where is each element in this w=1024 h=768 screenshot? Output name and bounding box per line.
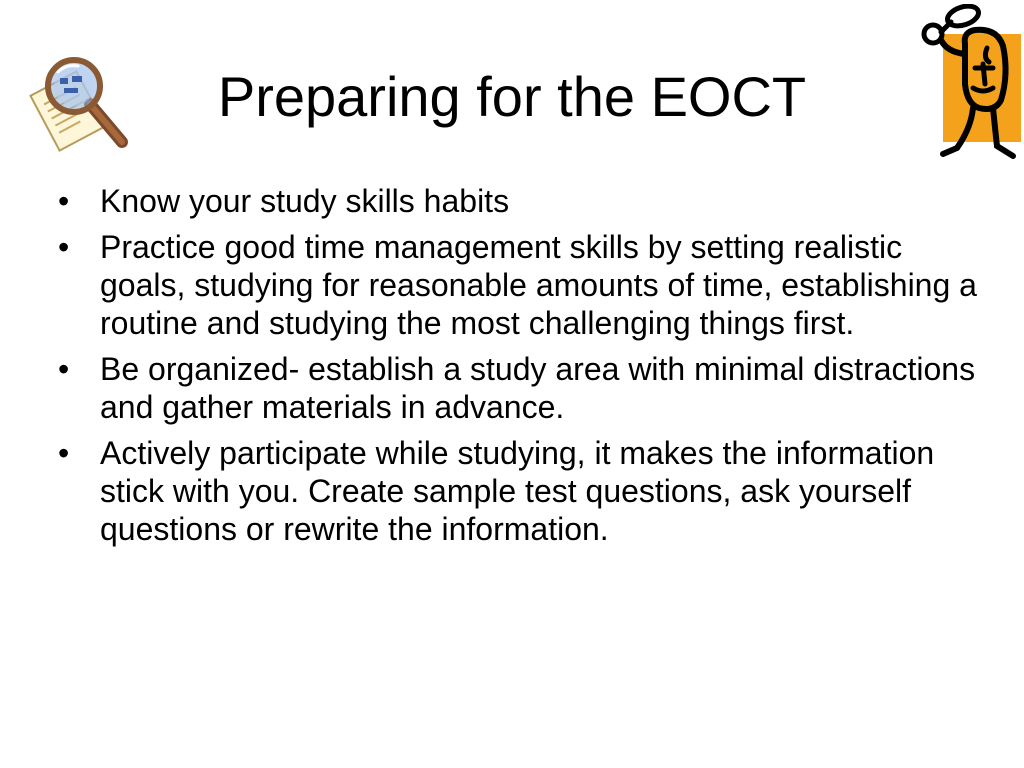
bullet-text: Know your study skills habits <box>100 183 510 219</box>
bullet-marker: • <box>58 229 70 265</box>
bullet-list <box>58 182 978 556</box>
bullet-text: Be organized- establish a study area with minimal distractions and gather materials in advance. <box>100 351 976 425</box>
bullet-item <box>58 350 978 426</box>
bullet-marker: • <box>58 351 70 387</box>
bullet-marker: • <box>58 435 70 471</box>
bullet-marker: • <box>58 183 70 219</box>
thinking-figure-icon <box>913 4 1023 164</box>
bullet-item <box>58 182 978 220</box>
bullet-text: Actively participate while studying, it makes the information stick with you. Create sample test questions, ask yourself questions or rewrite the information. <box>100 435 935 547</box>
bullet-text: Practice good time management skills by setting realistic goals, studying for reasonable amounts of time, establishing a routine and studying the most challenging things first. <box>100 229 977 341</box>
bullet-item <box>58 434 978 548</box>
slide-title: Preparing for the EOCT <box>217 65 807 128</box>
bullet-item <box>58 228 978 342</box>
